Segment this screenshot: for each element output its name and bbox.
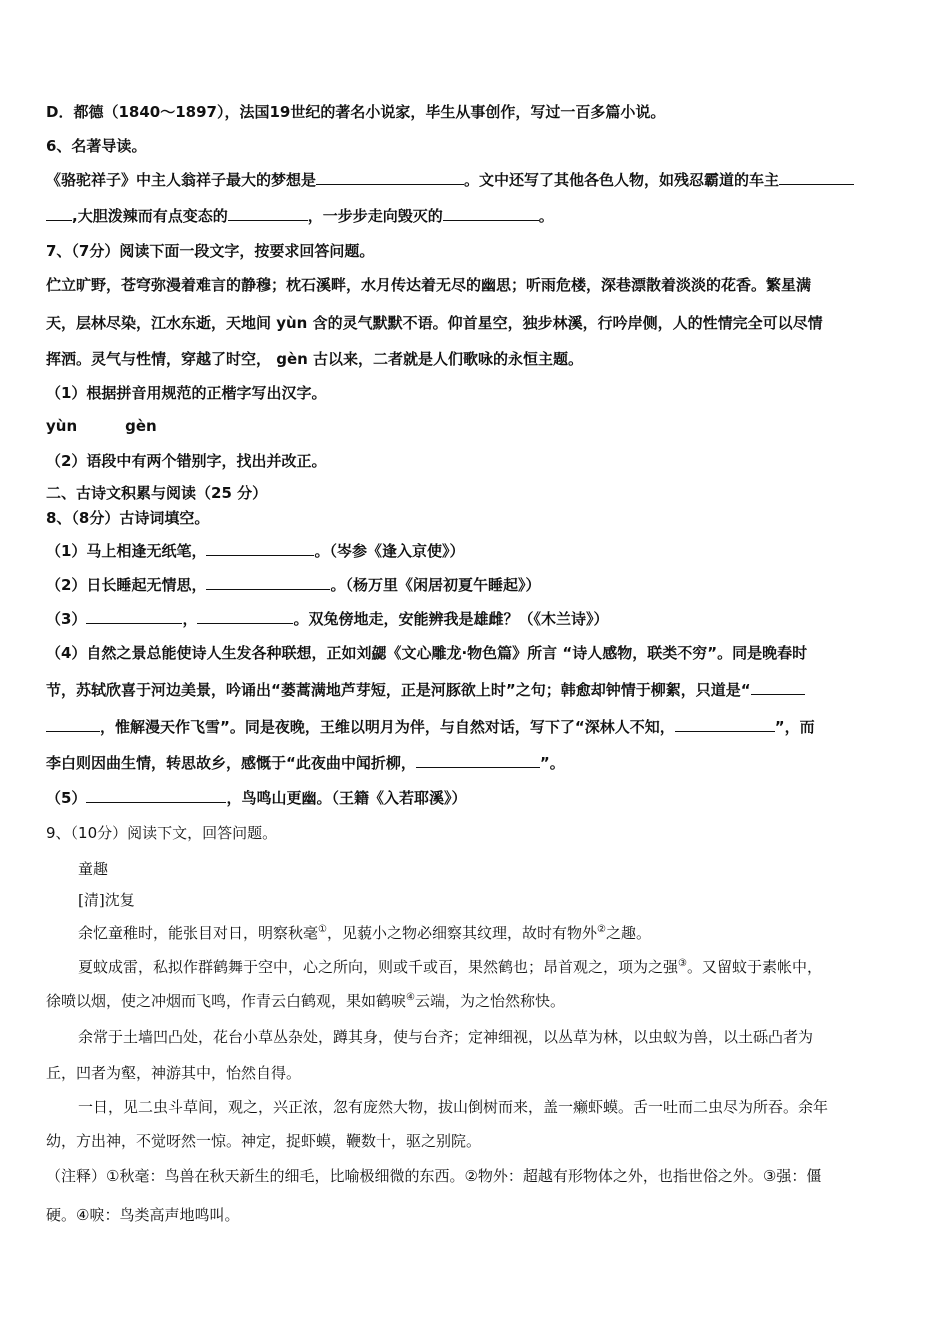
question-8-item-5 (46, 787, 910, 809)
option-d-line: D．都德（1840～1897），法国19世纪的著名小说家，毕生从事创作，写过一百多篇小说。 (46, 103, 666, 121)
question-8-item-4-line-3 (46, 716, 910, 738)
passage-paragraph-3-line-2: 丘，凹者为壑，神游其中，怡然自得。 (46, 1064, 302, 1082)
question-7-sub-1: （1）根据拼音用规范的正楷字写出汉字。 (46, 384, 327, 402)
text-segment: 。又留蚊于素帐中， (686, 958, 822, 976)
passage-paragraph-4-line-2: 幼，方出神，不觉呀然一惊。神定，捉虾蟆，鞭数十，驱之别院。 (46, 1132, 482, 1150)
question-8-item-3 (46, 608, 910, 630)
passage-paragraph-2-line-2 (46, 990, 910, 1012)
text-segment: 徐喷以烟，使之冲烟而飞鸣，作青云白鹤观，果如鹤唳 (46, 992, 407, 1010)
answer-blank[interactable] (443, 206, 539, 221)
text-segment: ，见藐小之物必细察其纹理，故时有物外 (326, 924, 597, 942)
passage-paragraph-2-line-1 (78, 956, 910, 978)
text-segment: 《骆驼祥子》中主人翁祥子最大的梦想是 (46, 171, 317, 189)
annotation-line-2: 硬。④唳：鸟类高声地鸣叫。 (46, 1206, 240, 1224)
pinyin-yun: yùn (46, 417, 78, 435)
question-8-item-4-line-1: （4）自然之景总能使诗人生发各种联想，正如刘勰《文心雕龙·物色篇》所言 “诗人感物，联类不穷”。同是晚春时 (46, 644, 808, 662)
answer-blank[interactable] (316, 170, 464, 185)
text-segment: ，一步步走向毁灭的 (307, 207, 443, 225)
answer-blank[interactable] (779, 170, 854, 185)
text-segment: （2）日长睡起无情思， (46, 576, 207, 594)
answer-blank[interactable] (86, 609, 182, 624)
text-segment: 。双兔傍地走，安能辨我是雄雌？（《木兰诗》） (293, 610, 609, 628)
text-segment: ， (182, 610, 198, 628)
question-8-heading: 8、（8分）古诗词填空。 (46, 509, 210, 527)
text-segment: 夏蚊成雷，私拟作群鹤舞于空中，心之所向，则或千或百，果然鹤也；昂首观之，项为之强 (78, 958, 679, 976)
text-segment: ”，而 (774, 718, 815, 736)
answer-blank[interactable] (675, 717, 775, 732)
question-6-heading: 6、名著导读。 (46, 137, 147, 155)
text-segment: （1）马上相逢无纸笔， (46, 542, 207, 560)
answer-blank[interactable] (751, 680, 805, 695)
text-segment: 李白则因曲生情，转思故乡，感慨于“此夜曲中闻折柳， (46, 754, 416, 772)
footnote-mark: ① (318, 924, 327, 935)
passage-title: 童趣 (78, 860, 109, 878)
text-segment: ，惟解漫天作飞雪”。同是夜晚，王维以明月为伴，与自然对话，写下了“深林人不知， (100, 718, 675, 736)
text-segment: ，鸟鸣山更幽。（王籍《入若耶溪》） (226, 789, 467, 807)
question-6-line-1 (46, 169, 910, 191)
passage-paragraph-3-line-1: 余常于土墙凹凸处，花台小草丛杂处，蹲其身，使与台齐；定神细视，以丛草为林，以虫蚁为兽，以土砾凸者为 (78, 1028, 814, 1046)
answer-blank[interactable] (228, 206, 308, 221)
text-segment: 。 (538, 207, 554, 225)
text-segment: ”。 (539, 754, 565, 772)
question-8-item-1 (46, 540, 910, 562)
passage-paragraph-4-line-1: 一日，见二虫斗草间，观之，兴正浓，忽有庞然大物，拔山倒树而来，盖一癞虾蟆。舌一吐而二虫尽为所吞。余年 (78, 1098, 829, 1116)
question-7-passage-line-1: 伫立旷野，苍穹弥漫着难言的静穆；枕石溪畔，水月传达着无尽的幽思；听雨危楼，深巷漂散着淡淡的花香。繁星满 (46, 276, 812, 294)
question-8-item-4-line-2 (46, 679, 910, 701)
footnote-mark: ② (597, 924, 606, 935)
text-segment: 余忆童稚时，能张目对日，明察秋毫 (78, 924, 319, 942)
question-8-item-4-line-4 (46, 752, 910, 774)
question-6-line-2 (46, 205, 910, 227)
pinyin-gen: gèn (125, 417, 157, 435)
question-7-heading: 7、（7分）阅读下面一段文字，按要求回答问题。 (46, 242, 375, 260)
text-segment: 之趣。 (605, 924, 651, 942)
answer-blank[interactable] (206, 575, 330, 590)
footnote-mark: ③ (678, 958, 687, 969)
answer-blank[interactable] (46, 717, 100, 732)
text-segment: 。（岑参《逢入京使》） (314, 542, 465, 560)
text-segment: 。文中还写了其他各色人物，如残忍霸道的车主 (464, 171, 780, 189)
answer-blank[interactable] (197, 609, 293, 624)
question-8-item-2 (46, 574, 910, 596)
footnote-mark: ④ (406, 992, 415, 1003)
annotation-line-1: （注释）①秋毫：鸟兽在秋天新生的细毛，比喻极细微的东西。②物外：超越有形物体之外，也指世俗之外。③强：僵 (46, 1167, 822, 1185)
question-9-heading: 9、（10分）阅读下文，回答问题。 (46, 824, 278, 842)
answer-blank[interactable] (86, 788, 226, 803)
text-segment: 节，苏轼欣喜于河边美景，吟诵出“蒌蒿满地芦芽短，正是河豚欲上时”之句；韩愈却钟情于柳絮，只道是“ (46, 681, 751, 699)
passage-paragraph-1 (78, 922, 910, 944)
answer-blank[interactable] (206, 541, 314, 556)
question-7-passage-line-2: 天，层林尽染，江水东逝，天地间 yùn 含的灵气默默不语。仰首星空，独步林溪，行吟岸侧，人的性情完全可以尽情 (46, 314, 823, 332)
text-segment: （5） (46, 789, 87, 807)
answer-blank[interactable] (416, 753, 540, 768)
section-2-heading: 二、古诗文积累与阅读（25 分） (46, 484, 268, 502)
text-segment: ,大胆泼辣而有点变态的 (72, 207, 228, 225)
pinyin-line (46, 415, 910, 437)
text-segment: 云端，为之怡然称快。 (414, 992, 565, 1010)
question-7-sub-2: （2）语段中有两个错别字，找出并改正。 (46, 452, 327, 470)
text-segment: 。（杨万里《闲居初夏午睡起》） (330, 576, 541, 594)
question-7-passage-line-3: 挥洒。灵气与性情，穿越了时空， gèn 古以来，二者就是人们歌咏的永恒主题。 (46, 350, 584, 368)
passage-author: [清]沈复 (78, 891, 135, 909)
text-segment: （3） (46, 610, 87, 628)
answer-blank[interactable] (46, 206, 72, 221)
